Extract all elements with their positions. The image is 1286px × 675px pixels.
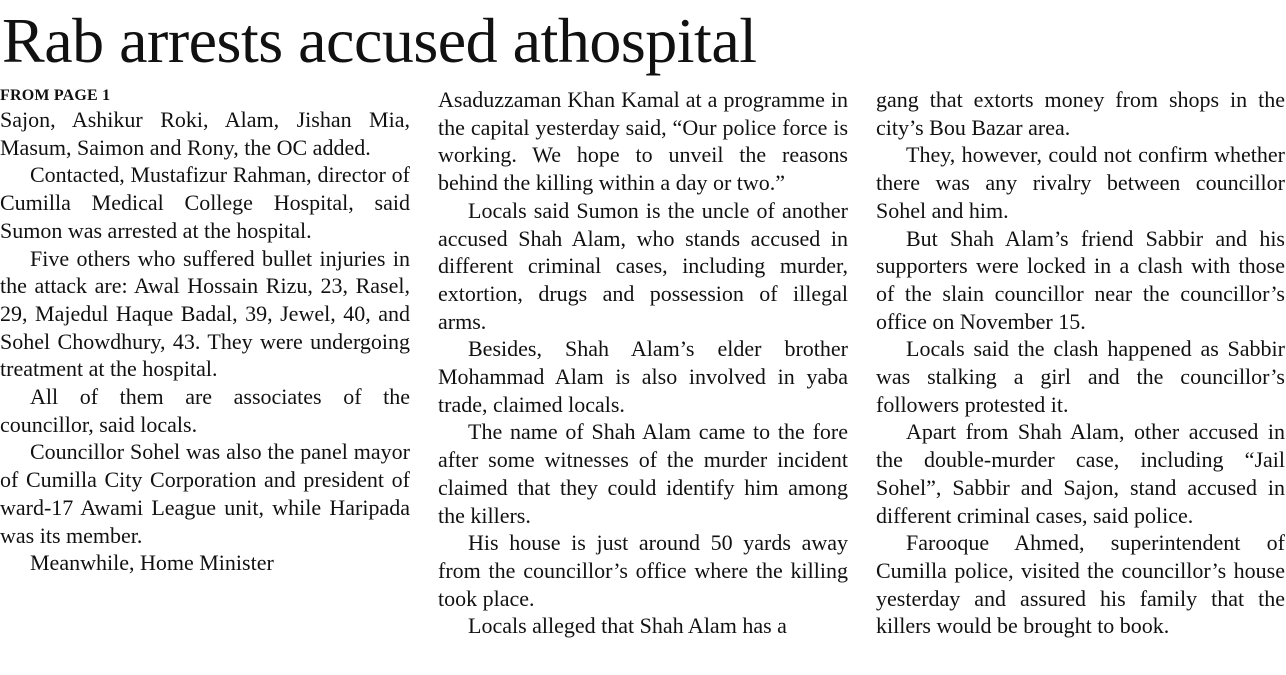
paragraph: All of them are associates of the councillor, said locals.: [0, 384, 410, 437]
article-column-2: [438, 86, 848, 640]
paragraph: The name of Shah Alam came to the fore after some witnesses of the murder incident claimed that they could identify him among the killers.: [438, 419, 848, 528]
paragraph: Asaduzzaman Khan Kamal at a programme in the capital yesterday said, “Our police force is working. We hope to unveil the reasons behind the killing within a day or two.”: [438, 87, 848, 196]
paragraph: Councillor Sohel was also the panel mayor of Cumilla City Corporation and president of ward-17 Awami League unit, while Haripada was its member.: [0, 439, 410, 548]
headline: Rab arrests accused athospital: [2, 5, 757, 76]
paragraph: Five others who suffered bullet injuries in the attack are: Awal Hossain Rizu, 23, Rasel, 29, Majedul Haque Badal, 39, Jewel, 40, and Sohel Chowdhury, 43. They were undergoing treatment at the hospital.: [0, 245, 410, 382]
paragraph: Apart from Shah Alam, other accused in the double-murder case, including “Jail Sohel”, Sabbir and Sajon, stand accused in different criminal cases, said police.: [876, 419, 1285, 528]
paragraph: Locals said the clash happened as Sabbir was stalking a girl and the councillor’s followers protested it.: [876, 336, 1285, 417]
paragraph: Locals said Sumon is the uncle of another accused Shah Alam, who stands accused in different criminal cases, including murder, extortion, drugs and possession of illegal arms.: [438, 197, 848, 334]
paragraph: Meanwhile, Home Minister: [30, 550, 274, 576]
paragraph: Sajon, Ashikur Roki, Alam, Jishan Mia, Masum, Saimon and Rony, the OC added.: [0, 107, 410, 160]
paragraph: Besides, Shah Alam’s elder brother Mohammad Alam is also involved in yaba trade, claimed locals.: [438, 336, 848, 417]
article-column-3: [876, 86, 1285, 640]
continuation-kicker: FROM PAGE 1: [0, 87, 111, 104]
paragraph: Contacted, Mustafizur Rahman, director of Cumilla Medical College Hospital, said Sumon was arrested at the hospital.: [0, 162, 410, 243]
paragraph: They, however, could not confirm whether there was any rivalry between councillor Sohel and him.: [876, 142, 1285, 223]
paragraph: Locals alleged that Shah Alam has a: [468, 613, 787, 639]
paragraph: gang that extorts money from shops in the city’s Bou Bazar area.: [876, 87, 1285, 140]
paragraph: Farooque Ahmed, superintendent of Cumilla police, visited the councillor’s house yesterday and assured his family that the killers would be brought to book.: [876, 530, 1285, 639]
paragraph: His house is just around 50 yards away from the councillor’s office where the killing took place.: [438, 530, 848, 611]
article-column-1: [0, 86, 410, 577]
paragraph: But Shah Alam’s friend Sabbir and his supporters were locked in a clash with those of the slain councillor near the councillor’s office on November 15.: [876, 225, 1285, 334]
